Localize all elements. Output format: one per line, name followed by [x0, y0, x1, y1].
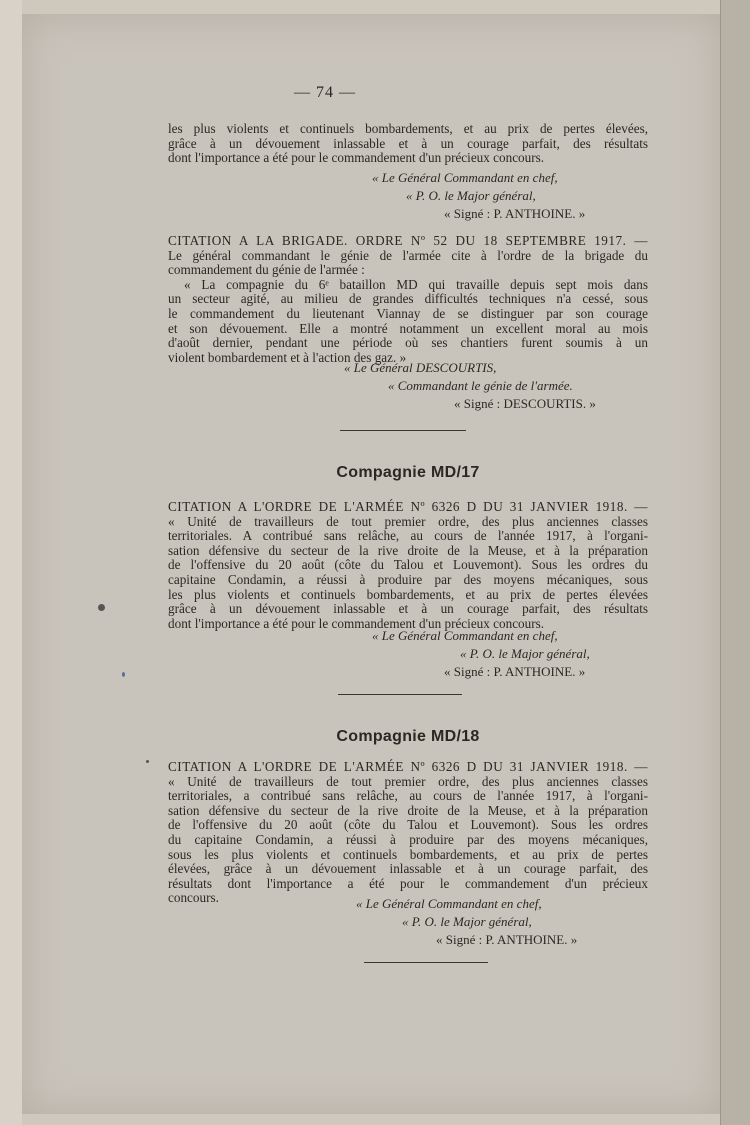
citation-brigade [168, 234, 648, 365]
text-line: violent bombardement et à l'action des gaz. » [168, 349, 407, 365]
text-line: « La compagnie du 6ᵉ bataillon MD qui travaille depuis sept mois dans [184, 276, 648, 292]
signature-line: « Signé : P. ANTHOINE. » [444, 206, 586, 221]
text-line: grâce à un dévouement inlassable et à un courage parfait, des résultats [168, 601, 648, 617]
text-line: le commandement du lieutenant Viannay de se distinguer par son courage [168, 305, 648, 321]
signature-line: « Le Général Commandant en chef, [356, 896, 542, 911]
text-line: sation défensive du secteur de la rive droite de la Meuse, et à la préparation [168, 542, 648, 558]
citation-md18 [168, 760, 648, 906]
signature-line: « P. O. le Major général, [460, 646, 590, 661]
signature-line: « P. O. le Major général, [402, 914, 532, 929]
text-line: territoriales, a contribué sans relâche, au cours de l'année 1917, à l'organi- [168, 788, 648, 804]
text-line: d'août dernier, pendant une période où ses chantiers furent soumis à un [168, 335, 648, 351]
paper-speck [122, 672, 125, 677]
section-heading-md18: Compagnie MD/18 [336, 728, 480, 745]
section-divider [364, 962, 488, 963]
next-page-edge [720, 0, 750, 1125]
text-line: « Unité de travailleurs de tout premier ordre, des plus anciennes classes [168, 773, 648, 789]
text-line: les plus violents et continuels bombardements, et au prix de pertes élevées [168, 586, 648, 602]
signature-line: « Signé : DESCOURTIS. » [454, 396, 596, 411]
section-divider [340, 430, 466, 431]
text-line: de l'offensive du 20 août (côte du Talou et Louvemont). Sous les ordres [168, 817, 648, 833]
signature-line: « Signé : P. ANTHOINE. » [436, 932, 578, 947]
text-line: dont l'importance a été pour le commandement d'un précieux concours. [168, 615, 545, 631]
signature-line: « Signé : P. ANTHOINE. » [444, 664, 586, 679]
text-line: dont l'importance a été pour le commandement d'un précieux concours. [168, 150, 545, 166]
text-line: du capitaine Condamin, a réussi à produire par des moyens mécaniques, [168, 831, 648, 847]
citation-md17 [168, 500, 648, 631]
text-line: les plus violents et continuels bombardements, et au prix de pertes élevées, [168, 121, 648, 136]
section-heading-md17: Compagnie MD/17 [336, 464, 480, 481]
signature-line: « Le Général Commandant en chef, [372, 628, 558, 643]
paragraph-continuation [168, 122, 648, 166]
page-left-margin [0, 0, 22, 1125]
signature-line: « Le Général DESCOURTIS, [344, 360, 497, 375]
citation-header: CITATION A LA BRIGADE. ORDRE Nº 52 DU 18 SEPTEMBRE 1917. — [168, 233, 648, 248]
citation-header: CITATION A L'ORDRE DE L'ARMÉE Nº 6326 D DU 31 JANVIER 1918. — [168, 759, 648, 774]
text-line: territoriales. A contribué sans relâche, au cours de l'année 1917, à l'organi- [168, 528, 648, 544]
text-line: de l'offensive du 20 août (côte du Talou et Louvemont). Sous les ordres du [168, 557, 648, 573]
text-line: résultats dont l'importance a été pour le commandement d'un précieux [168, 875, 648, 891]
page-number: — 74 — [294, 84, 356, 101]
text-line: « Unité de travailleurs de tout premier ordre, des plus anciennes classes [168, 513, 648, 529]
signature-line: « P. O. le Major général, [406, 188, 536, 203]
text-line: Le général commandant le génie de l'armée cite à l'ordre de la brigade du [168, 247, 648, 263]
text-line: concours. [168, 890, 219, 906]
text-line: grâce à un dévouement inlassable et à un courage parfait, des résultats [168, 135, 648, 151]
text-line: commandement du génie de l'armée : [168, 262, 365, 278]
text-line: élevées, grâce à un dévouement inlassable et à un courage parfait, des [168, 861, 648, 877]
signature-line: « Commandant le génie de l'armée. [388, 378, 573, 393]
paper-speck [98, 604, 105, 611]
paper-speck [146, 760, 149, 763]
text-line: un secteur agité, au milieu de grandes difficultés techniques n'a cessé, sous [168, 291, 648, 307]
text-line: capitaine Condamin, a réussi à produire par des moyens mécaniques, sous [168, 571, 648, 587]
signature-line: « Le Général Commandant en chef, [372, 170, 558, 185]
citation-header: CITATION A L'ORDRE DE L'ARMÉE Nº 6326 D DU 31 JANVIER 1918. — [168, 499, 648, 514]
text-line: et son dévouement. Elle a montré notamment un excellent moral au mois [168, 320, 648, 336]
section-divider [338, 694, 462, 695]
text-line: sous les plus violents et continuels bombardements, et au prix de pertes [168, 846, 648, 862]
text-line: sation défensive du secteur de la rive droite de la Meuse, et à la préparation [168, 802, 648, 818]
